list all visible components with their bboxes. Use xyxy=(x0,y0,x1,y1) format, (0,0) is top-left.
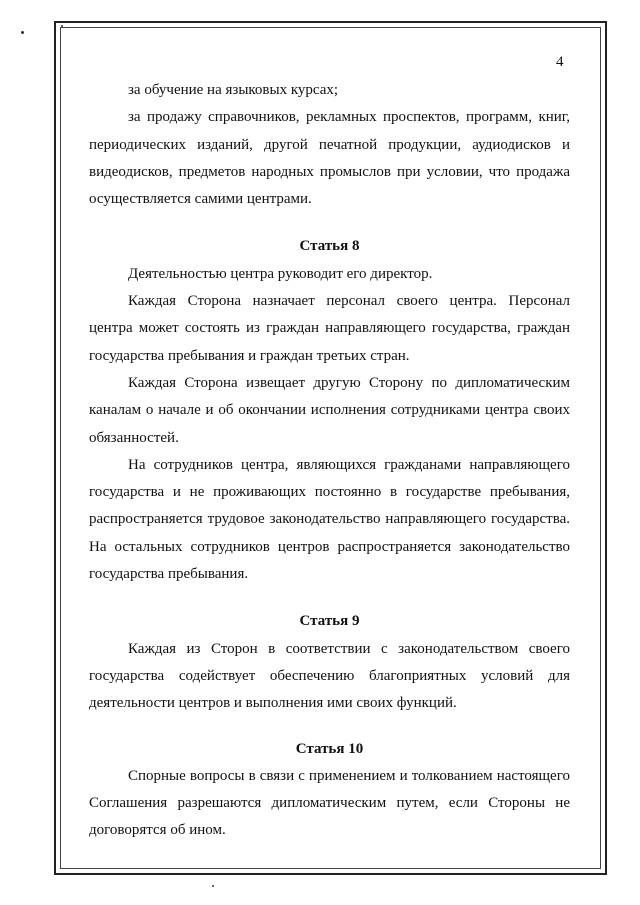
paragraph: Каждая из Сторон в соответствии с законодательством своего государства содействует обеспечению благоприятных условий для деятельности центров и выполнения ими своих функций. xyxy=(89,640,570,712)
scan-speck xyxy=(61,25,63,27)
paragraph: Деятельностью центра руководит его директор. xyxy=(128,265,433,282)
paragraph: Каждая Сторона назначает персонал своего центра. Персонал центра может состоять из граждан направляющего государства, граждан государства пребывания и граждан третьих стран. xyxy=(89,293,570,364)
page-number: 4 xyxy=(556,54,564,70)
paragraph: На сотрудников центра, являющихся гражданами направляющего государства и не проживающих постоянно в государстве пребывания, распространяется трудовое законодательство направляющего государства. На остальных сотрудников центров распространяется законодательство государства пребывания. xyxy=(89,456,570,583)
paragraph: Каждая Сторона извещает другую Сторону по дипломатическим каналам о начале и об окончании исполнения сотрудниками центра своих обязанностей. xyxy=(89,374,570,446)
paragraph: за обучение на языковых курсах; xyxy=(128,82,339,98)
scan-speck xyxy=(212,885,214,887)
article-heading: Статья 10 xyxy=(295,740,364,757)
article-heading: Статья 9 xyxy=(299,613,360,630)
paragraph: за продажу справочников, рекламных проспектов, программ, книг, периодических изданий, другой печатной продукции, аудиодисков и видеодисков, предметов народных промыслов при условии, что продажа осуществляется самими центрами. xyxy=(89,109,570,208)
paragraph: Спорные вопросы в связи с применением и толкованием настоящего Соглашения разрешаются дипломатическим путем, если Стороны не договорятся об ином. xyxy=(89,767,570,839)
scan-speck xyxy=(21,31,24,34)
article-heading: Статья 8 xyxy=(299,238,360,255)
document-body xyxy=(89,77,570,845)
